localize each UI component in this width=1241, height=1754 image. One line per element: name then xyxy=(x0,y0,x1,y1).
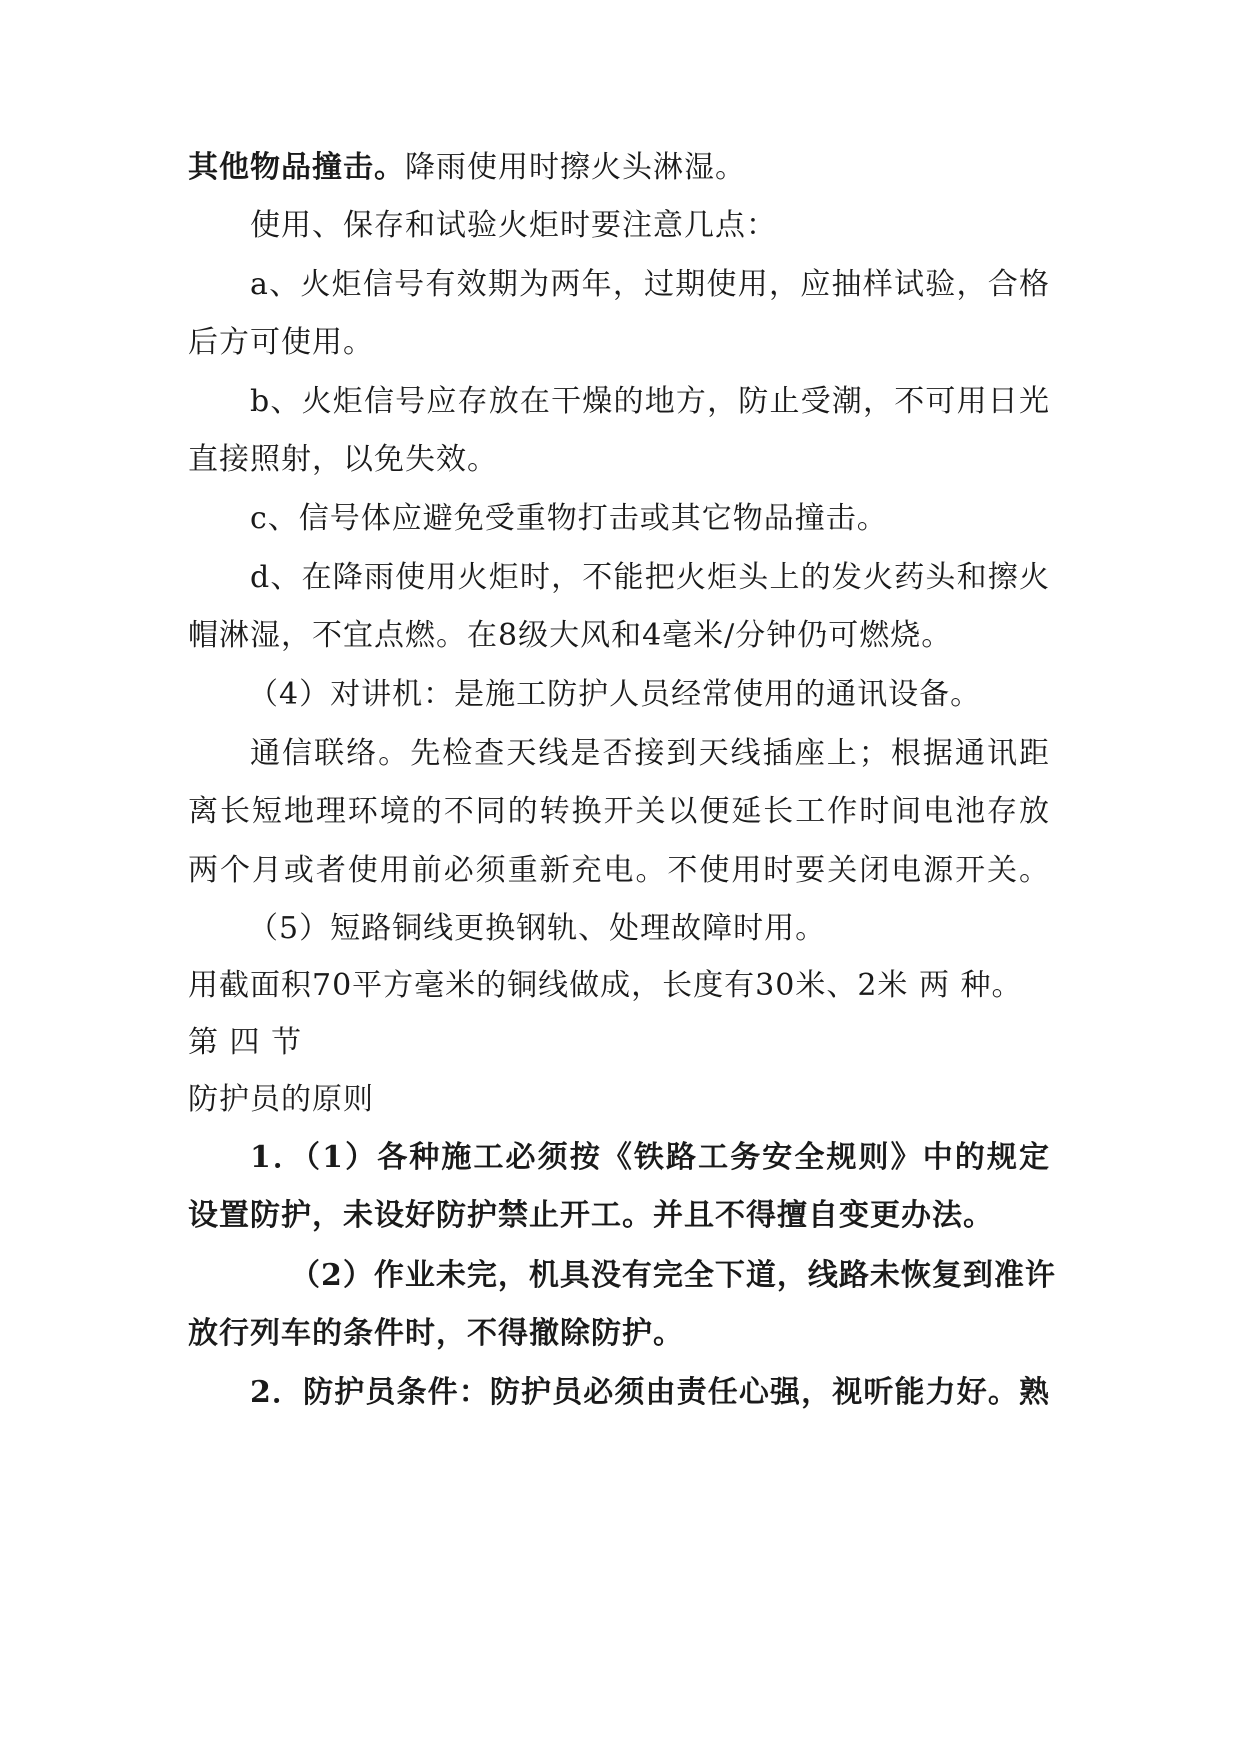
section-subheading: 防护员的原则 xyxy=(188,1082,374,1117)
text-line: d、在降雨使用火炬时，不能把火炬头上的发火药头和擦火 xyxy=(250,560,1050,595)
text-line: b、火炬信号应存放在干燥的地方，防止受潮，不可用日光 xyxy=(250,384,1050,419)
bold-text-line: 2．防护员条件：防护员必须由责任心强，视听能力好。熟 xyxy=(250,1375,1050,1410)
bold-text-line: （2）作业未完，机具没有完全下道，线路未恢复到准许 xyxy=(290,1258,1056,1293)
text-line: c、信号体应避免受重物打击或其它物品撞击。 xyxy=(250,501,888,536)
section-heading: 第 四 节 xyxy=(188,1025,303,1060)
text-line: 后方可使用。 xyxy=(188,325,374,360)
text-span: 降雨使用时擦火头淋湿。 xyxy=(405,150,746,185)
text-line: 帽淋湿，不宜点燃。在8级大风和4毫米/分钟仍可燃烧。 xyxy=(188,618,953,653)
text-line: 通信联络。先检查天线是否接到天线插座上；根据通讯距 xyxy=(250,736,1050,771)
bold-text: 其他物品撞击。 xyxy=(188,150,405,185)
text-line: a、火炬信号有效期为两年，过期使用，应抽样试验，合格 xyxy=(250,267,1050,302)
text-line: 直接照射，以免失效。 xyxy=(188,442,498,477)
text-line xyxy=(188,148,746,188)
text-line: 用截面积70平方毫米的铜线做成，长度有30米、2米 两 种。 xyxy=(188,968,1023,1003)
text-line: （5）短路铜线更换钢轨、处理故障时用。 xyxy=(248,911,827,946)
text-line: 离长短地理环境的不同的转换开关以便延长工作时间电池存放 xyxy=(188,794,1050,829)
text-line: 两个月或者使用前必须重新充电。不使用时要关闭电源开关。 xyxy=(188,853,1050,888)
text-line: 使用、保存和试验火炬时要注意几点： xyxy=(250,208,777,243)
bold-text-line: 1．（1）各种施工必须按《铁路工务安全规则》中的规定 xyxy=(250,1140,1050,1175)
text-line: （4）对讲机：是施工防护人员经常使用的通讯设备。 xyxy=(248,677,982,712)
bold-text-line: 设置防护，未设好防护禁止开工。并且不得擅自变更办法。 xyxy=(188,1198,994,1233)
bold-text-line: 放行列车的条件时，不得撤除防护。 xyxy=(188,1316,684,1351)
